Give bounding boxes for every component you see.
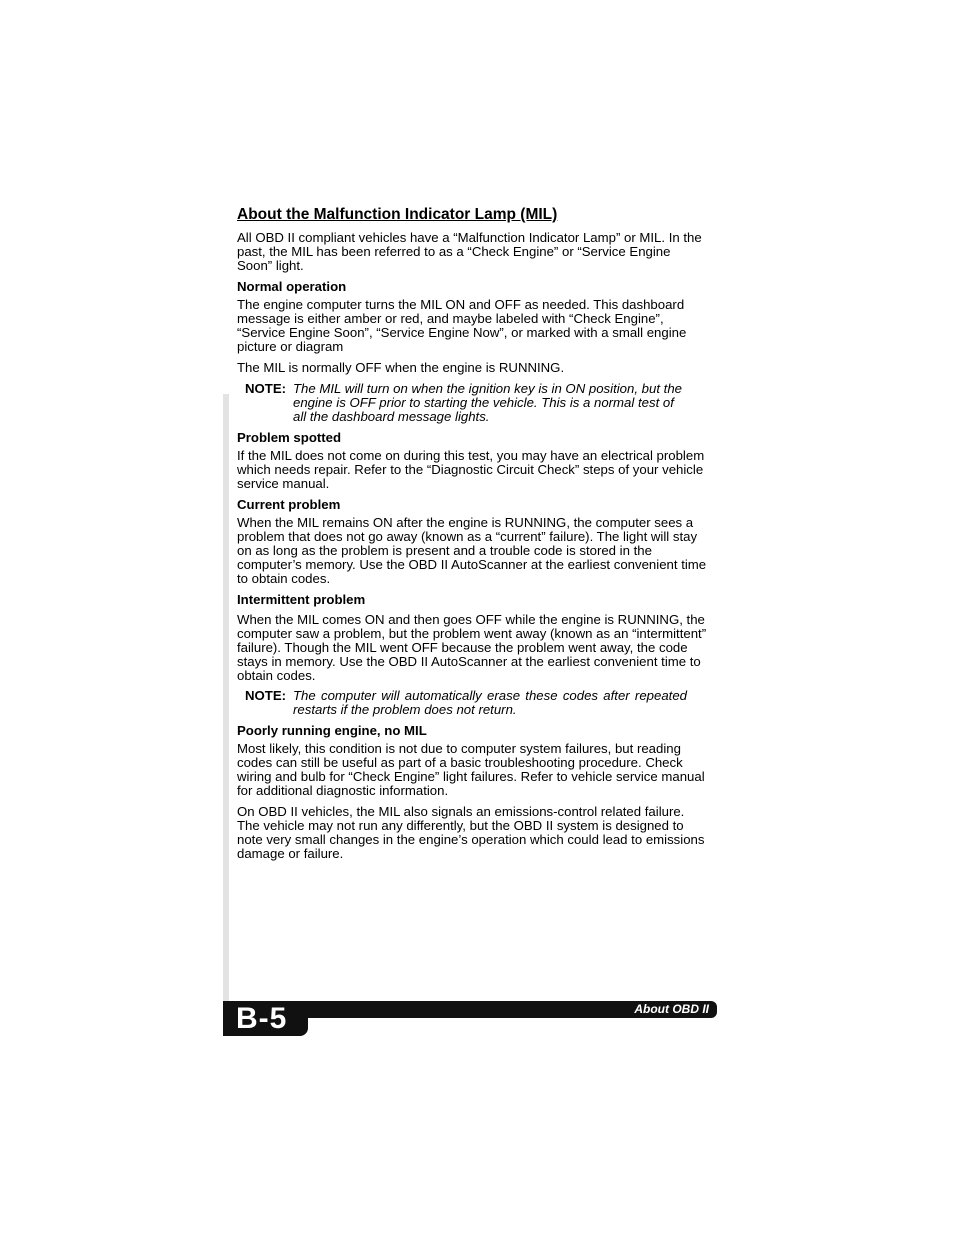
heading-current-problem: Current problem (237, 497, 341, 512)
margin-rule (223, 394, 229, 1006)
current-problem-paragraph: When the MIL remains ON after the engine is RUNNING, the computer sees a problem that does not go away (known as a “current” failure). The light will stay on as long as the problem is present and a trouble code is stored in the computer’s memory. Use the OBD II AutoScanner at the earliest convenient time to obtain codes. (237, 515, 707, 586)
note-ignition (245, 382, 687, 424)
obd-emissions-paragraph: On OBD II vehicles, the MIL also signals an emissions-control related failure. The vehicle may not run any differently, but the OBD II system is designed to note very small changes in the engine’s operation which could lead to emissions damage or failure. (237, 804, 705, 861)
note-text: The MIL will turn on when the ignition key is in ON position, but the engine is OFF prior to starting the vehicle. This is a normal test of all the dashboard message lights. (293, 381, 682, 424)
note-label: NOTE: (245, 381, 287, 396)
problem-spotted-paragraph: If the MIL does not come on during this test, you may have an electrical problem which needs repair. Refer to the “Diagnostic Circuit Check” steps of your vehicle service manual. (237, 448, 705, 491)
heading-normal-operation: Normal operation (237, 279, 347, 294)
heading-problem-spotted: Problem spotted (237, 430, 342, 445)
intermittent-problem-paragraph: When the MIL comes ON and then goes OFF while the engine is RUNNING, the computer saw a problem, but the problem went away (known as an “intermittent” failure). Though the MIL went OFF because the problem went away, the code stays in memory. Use the OBD II AutoScanner at the earliest convenient time to obtain codes. (237, 612, 707, 683)
normal-operation-paragraph-2: The MIL is normally OFF when the engine is RUNNING. (237, 360, 565, 375)
poorly-running-paragraph: Most likely, this condition is not due to computer system failures, but reading codes can still be useful as part of a basic troubleshooting procedure. Check wiring and bulb for “Check Engine” light failures. Refer to vehicle service manual for additional diagnostic information. (237, 741, 705, 798)
page-number-tab (223, 1001, 308, 1036)
note-erase-codes (245, 689, 687, 717)
normal-operation-paragraph: The engine computer turns the MIL ON and OFF as needed. This dashboard message is either amber or red, and maybe labeled with “Check Engine”, “Service Engine Soon”, “Service Engine Now”, or marked with a small engine picture or diagram (237, 297, 687, 354)
heading-intermittent-problem: Intermittent problem (237, 592, 366, 607)
heading-poorly-running: Poorly running engine, no MIL (237, 723, 427, 738)
intro-paragraph: All OBD II compliant vehicles have a “Malfunction Indicator Lamp” or MIL. In the past, the MIL has been referred to as a “Check Engine” or “Service Engine Soon” light. (237, 230, 702, 273)
page-number: B-5 (236, 1002, 288, 1035)
note-label: NOTE: (245, 688, 287, 703)
footer-section-name: About OBD II (634, 1002, 709, 1016)
page-title: About the Malfunction Indicator Lamp (MIL) (237, 206, 558, 223)
note-text: The computer will automatically erase these codes after repeated restarts if the problem does not return. (293, 688, 687, 717)
page-content (237, 205, 707, 868)
